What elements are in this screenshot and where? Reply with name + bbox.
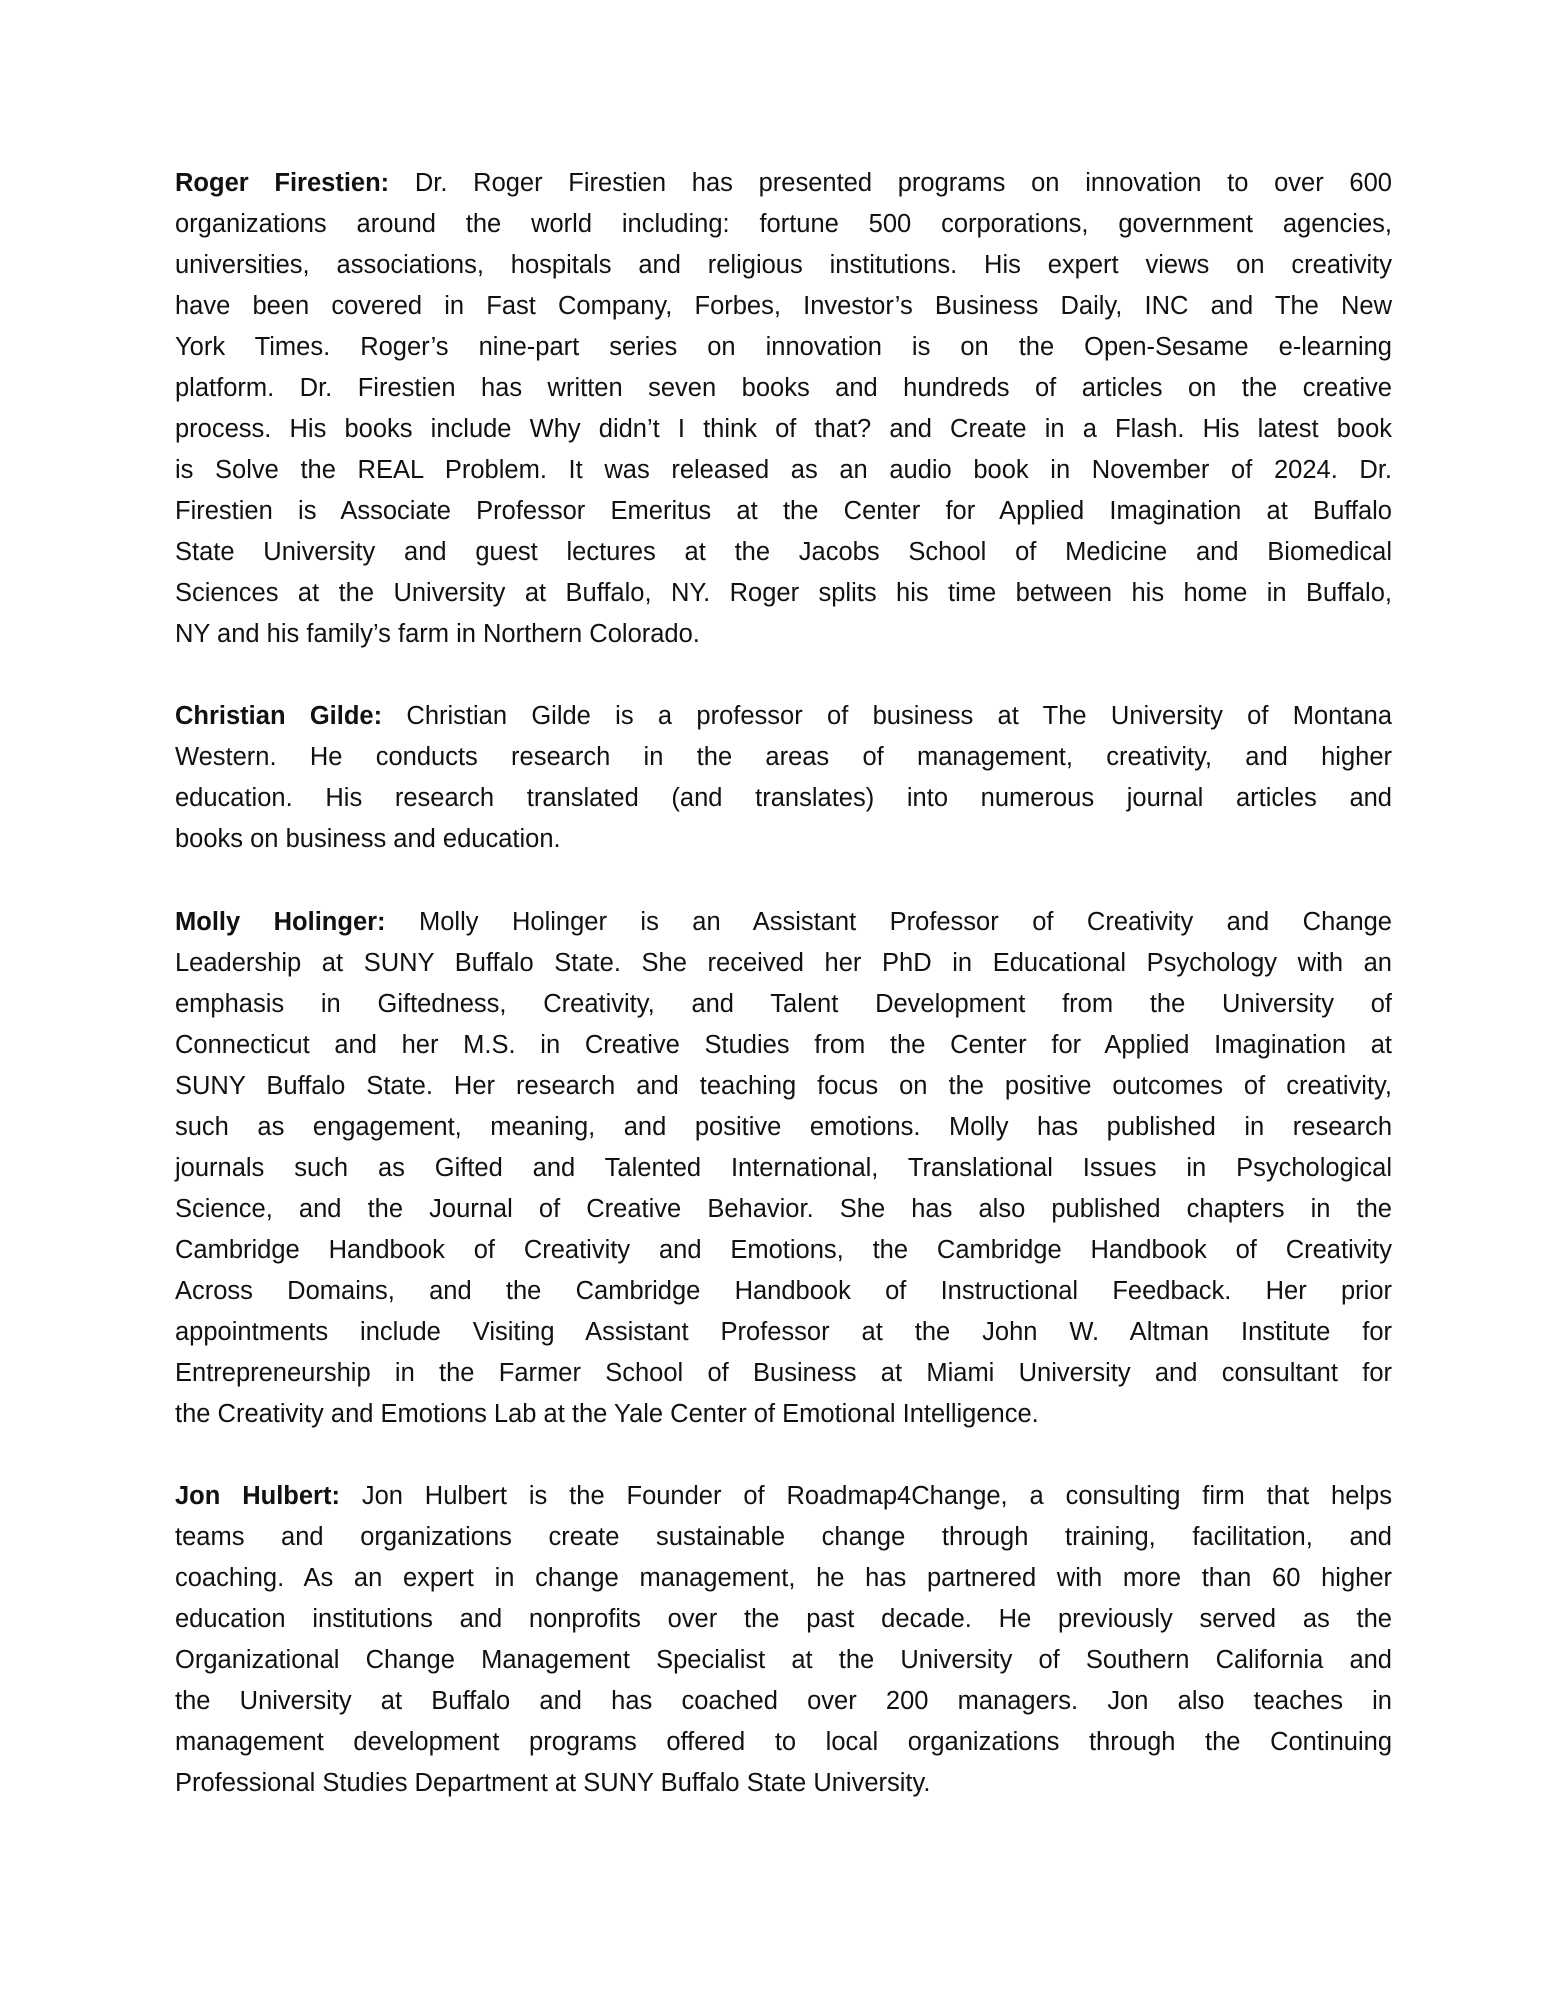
bio-text: Dr. Roger Firestien has presented programs on innovation to over 600 xyxy=(389,169,1392,197)
bio-line: education. His research translated (and translates) into numerous journal articles and xyxy=(175,784,1392,812)
bio-line: emphasis in Giftedness, Creativity, and Talent Development from the University of xyxy=(175,990,1392,1018)
bio-line: SUNY Buffalo State. Her research and teaching focus on the positive outcomes of creativity, xyxy=(175,1072,1392,1100)
bio-line: Firestien is Associate Professor Emeritus at the Center for Applied Imagination at Buffalo xyxy=(175,497,1392,525)
bio-paragraph xyxy=(175,1476,1392,1804)
bio-line: platform. Dr. Firestien has written seven books and hundreds of articles on the creative xyxy=(175,374,1392,402)
bio-line: appointments include Visiting Assistant Professor at the John W. Altman Institute for xyxy=(175,1318,1392,1346)
bio-text: Christian Gilde is a professor of business at The University of Montana xyxy=(382,702,1392,730)
bio-line: organizations around the world including: fortune 500 corporations, government agencies, xyxy=(175,210,1392,238)
bio-line: Organizational Change Management Specialist at the University of Southern California and xyxy=(175,1646,1392,1674)
bio-line: is Solve the REAL Problem. It was released as an audio book in November of 2024. Dr. xyxy=(175,456,1392,484)
bio-line: Leadership at SUNY Buffalo State. She received her PhD in Educational Psychology with an xyxy=(175,949,1392,977)
bio-name: Molly Holinger: xyxy=(175,908,386,936)
bio-line xyxy=(175,163,1392,204)
bio-line: journals such as Gifted and Talented International, Translational Issues in Psychological xyxy=(175,1154,1392,1182)
bio-line: process. His books include Why didn’t I think of that? and Create in a Flash. His latest book xyxy=(175,415,1392,443)
bio-line: have been covered in Fast Company, Forbes, Investor’s Business Daily, INC and The New xyxy=(175,292,1392,320)
bio-line: NY and his family’s farm in Northern Colorado. xyxy=(175,620,700,648)
bio-paragraph xyxy=(175,163,1392,655)
bio-line: management development programs offered to local organizations through the Continuing xyxy=(175,1728,1392,1756)
bio-name: Christian Gilde: xyxy=(175,702,383,730)
bio-line xyxy=(175,1476,1392,1517)
bio-line: York Times. Roger’s nine-part series on innovation is on the Open-Sesame e-learning xyxy=(175,333,1392,361)
bio-line: Cambridge Handbook of Creativity and Emotions, the Cambridge Handbook of Creativity xyxy=(175,1236,1392,1264)
bio-line: Entrepreneurship in the Farmer School of Business at Miami University and consultant for xyxy=(175,1359,1392,1387)
bio-line xyxy=(175,696,1392,737)
bio-line: such as engagement, meaning, and positive emotions. Molly has published in research xyxy=(175,1113,1392,1141)
bio-line: Western. He conducts research in the areas of management, creativity, and higher xyxy=(175,743,1392,771)
bio-line: Professional Studies Department at SUNY Buffalo State University. xyxy=(175,1769,931,1797)
bio-line xyxy=(175,902,1392,943)
bio-line: books on business and education. xyxy=(175,825,561,853)
bio-text: Jon Hulbert is the Founder of Roadmap4Change, a consulting firm that helps xyxy=(339,1482,1392,1510)
bio-line: State University and guest lectures at the Jacobs School of Medicine and Biomedical xyxy=(175,538,1392,566)
bio-line: Connecticut and her M.S. in Creative Studies from the Center for Applied Imagination at xyxy=(175,1031,1392,1059)
bio-line: Sciences at the University at Buffalo, NY. Roger splits his time between his home in Buffalo, xyxy=(175,579,1392,607)
bio-line: coaching. As an expert in change management, he has partnered with more than 60 higher xyxy=(175,1564,1392,1592)
bio-paragraph xyxy=(175,696,1392,860)
bio-line: universities, associations, hospitals and religious institutions. His expert views on creativity xyxy=(175,251,1392,279)
bio-line: Science, and the Journal of Creative Behavior. She has also published chapters in the xyxy=(175,1195,1392,1223)
bio-line: Across Domains, and the Cambridge Handbook of Instructional Feedback. Her prior xyxy=(175,1277,1392,1305)
bio-line: education institutions and nonprofits over the past decade. He previously served as the xyxy=(175,1605,1392,1633)
bio-paragraph xyxy=(175,902,1392,1435)
bio-name: Jon Hulbert: xyxy=(175,1482,340,1510)
bio-line: the University at Buffalo and has coached over 200 managers. Jon also teaches in xyxy=(175,1687,1392,1715)
bio-name: Roger Firestien: xyxy=(175,169,390,197)
bio-line: teams and organizations create sustainable change through training, facilitation, and xyxy=(175,1523,1392,1551)
bio-line: the Creativity and Emotions Lab at the Yale Center of Emotional Intelligence. xyxy=(175,1400,1039,1428)
bio-text: Molly Holinger is an Assistant Professor of Creativity and Change xyxy=(385,908,1392,936)
